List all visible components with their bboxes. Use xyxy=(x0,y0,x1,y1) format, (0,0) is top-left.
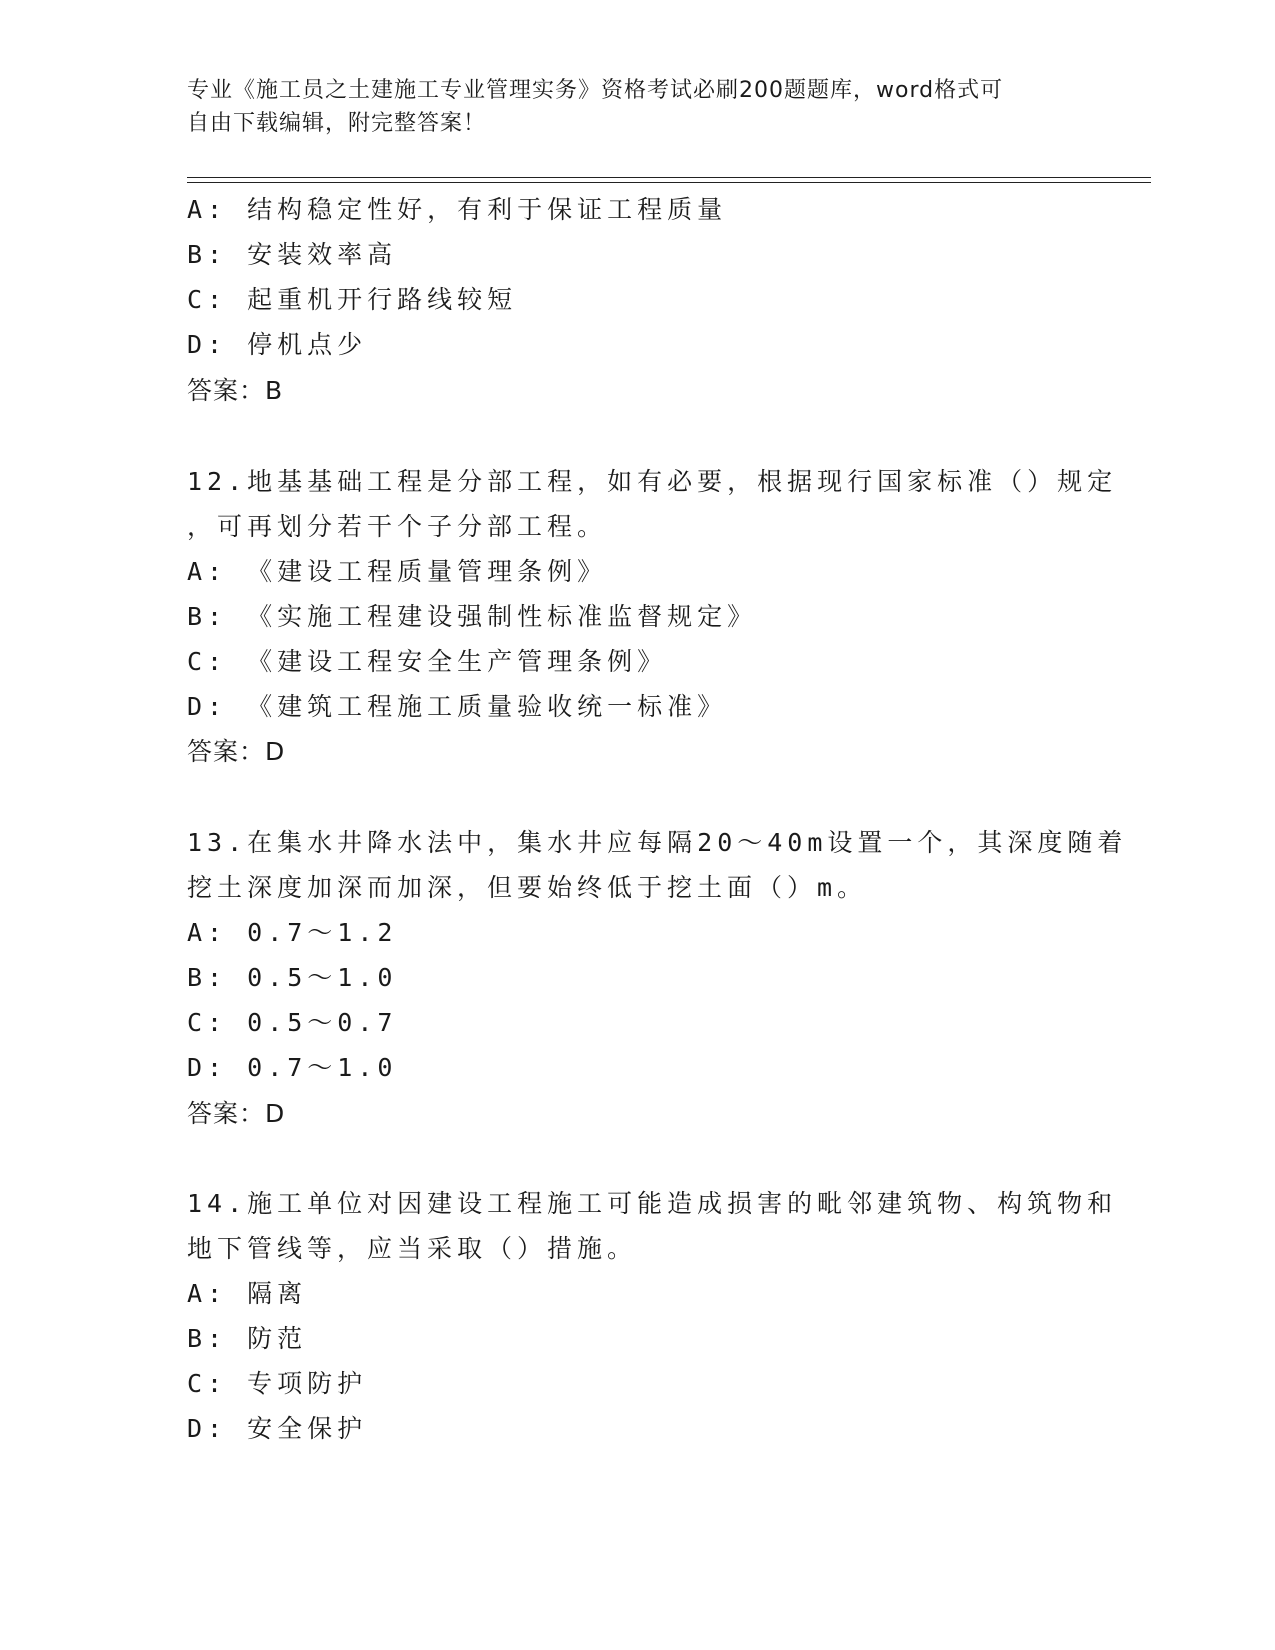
q13-option-b: B: 0.5～1.0 xyxy=(187,963,398,992)
q12-stem-line-2: ，可再划分若干个子分部工程。 xyxy=(187,512,608,541)
q13-option-d: D: 0.7～1.0 xyxy=(187,1053,398,1082)
header-divider-top xyxy=(187,177,1151,178)
q13-option-c: C: 0.5～0.7 xyxy=(187,1008,398,1037)
q14-option-c: C: 专项防护 xyxy=(187,1369,368,1398)
q11-option-c: C: 起重机开行路线较短 xyxy=(187,285,518,314)
header-line-1: 专业《施工员之土建施工专业管理实务》资格考试必刷200题题库，word格式可 xyxy=(187,78,1004,103)
q13-answer: 答案：D xyxy=(187,1099,286,1128)
q14-option-d: D: 安全保护 xyxy=(187,1414,368,1443)
header-line-2: 自由下载编辑，附完整答案！ xyxy=(187,111,487,136)
q14-stem-line-1: 14.施工单位对因建设工程施工可能造成损害的毗邻建筑物、构筑物和 xyxy=(187,1189,1118,1218)
q12-stem-line-1: 12.地基基础工程是分部工程，如有必要，根据现行国家标准（）规定 xyxy=(187,467,1118,496)
header-divider-bottom xyxy=(187,182,1151,183)
q11-option-b: B: 安装效率高 xyxy=(187,240,398,269)
q14-stem-line-2: 地下管线等，应当采取（）措施。 xyxy=(187,1234,638,1263)
q13-option-a: A: 0.7～1.2 xyxy=(187,918,398,947)
q14-option-b: B: 防范 xyxy=(187,1324,308,1353)
document-header xyxy=(187,74,1087,140)
q12-option-a: A: 《建设工程质量管理条例》 xyxy=(187,557,608,586)
q12-option-b: B: 《实施工程建设强制性标准监督规定》 xyxy=(187,602,758,631)
q11-option-a: A: 结构稳定性好，有利于保证工程质量 xyxy=(187,195,728,224)
q12-answer: 答案：D xyxy=(187,737,286,766)
q11-answer: 答案：B xyxy=(187,376,284,405)
q12-option-c: C: 《建设工程安全生产管理条例》 xyxy=(187,647,668,676)
q13-stem-line-2: 挖土深度加深而加深，但要始终低于挖土面（）m。 xyxy=(187,873,868,902)
q13-stem-line-1: 13.在集水井降水法中，集水井应每隔20～40m设置一个，其深度随着 xyxy=(187,828,1128,857)
q14-option-a: A: 隔离 xyxy=(187,1279,308,1308)
q12-option-d: D: 《建筑工程施工质量验收统一标准》 xyxy=(187,692,728,721)
q11-option-d: D: 停机点少 xyxy=(187,330,368,359)
